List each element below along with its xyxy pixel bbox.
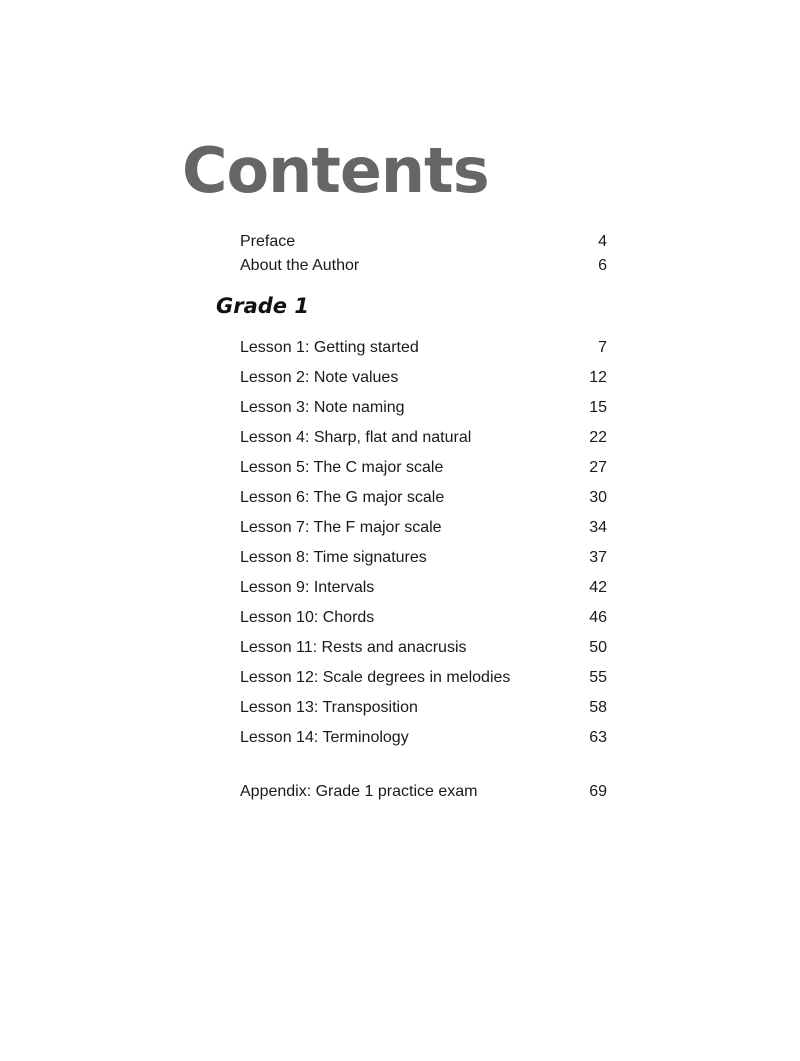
toc-entry-about-author — [240, 254, 607, 278]
toc-entry-label: About the Author — [240, 257, 360, 274]
toc-entry-label: Lesson 12: Scale degrees in melodies — [240, 669, 511, 686]
toc-entry-page: 55 — [589, 669, 607, 686]
toc-entry-page: 4 — [598, 233, 607, 250]
toc-entry-page: 58 — [589, 699, 607, 716]
toc-entry-label: Lesson 8: Time signatures — [240, 549, 427, 566]
toc-entry-page: 30 — [589, 489, 607, 506]
toc-entry-lesson-11 — [240, 636, 607, 660]
toc-entry-lesson-7 — [240, 516, 607, 540]
toc-entry-page: 6 — [598, 257, 607, 274]
toc-entry-label: Lesson 5: The C major scale — [240, 459, 444, 476]
toc-entry-lesson-5 — [240, 456, 607, 480]
section-heading-grade-1: Grade 1 — [216, 294, 309, 318]
toc-entry-lesson-9 — [240, 576, 607, 600]
toc-entry-label: Lesson 1: Getting started — [240, 339, 419, 356]
toc-entry-label: Lesson 10: Chords — [240, 609, 375, 626]
toc-entry-appendix — [240, 780, 607, 804]
toc-entry-page: 34 — [589, 519, 607, 536]
toc-entry-label: Appendix: Grade 1 practice exam — [240, 783, 478, 800]
toc-entry-page: 7 — [598, 339, 607, 356]
page-title: Contents — [182, 134, 489, 207]
toc-entry-lesson-3 — [240, 396, 607, 420]
toc-entry-page: 69 — [589, 783, 607, 800]
toc-entry-lesson-13 — [240, 696, 607, 720]
toc-entry-lesson-4 — [240, 426, 607, 450]
toc-entry-page: 12 — [589, 369, 607, 386]
toc-entry-label: Preface — [240, 233, 296, 250]
toc-entry-label: Lesson 14: Terminology — [240, 729, 409, 746]
toc-entry-page: 42 — [589, 579, 607, 596]
toc-entry-lesson-6 — [240, 486, 607, 510]
toc-entry-label: Lesson 7: The F major scale — [240, 519, 442, 536]
toc-entry-page: 50 — [589, 639, 607, 656]
toc-entry-page: 63 — [589, 729, 607, 746]
toc-entry-label: Lesson 6: The G major scale — [240, 489, 445, 506]
toc-entry-lesson-1 — [240, 336, 607, 360]
toc-entry-page: 46 — [589, 609, 607, 626]
toc-entry-lesson-14 — [240, 726, 607, 750]
toc-entry-label: Lesson 4: Sharp, flat and natural — [240, 429, 472, 446]
toc-entry-label: Lesson 11: Rests and anacrusis — [240, 639, 467, 656]
toc-entry-label: Lesson 13: Transposition — [240, 699, 418, 716]
toc-entry-label: Lesson 2: Note values — [240, 369, 399, 386]
toc-entry-preface — [240, 230, 607, 254]
toc-entry-label: Lesson 3: Note naming — [240, 399, 405, 416]
toc-entry-page: 22 — [589, 429, 607, 446]
toc-entry-lesson-12 — [240, 666, 607, 690]
toc-entry-lesson-10 — [240, 606, 607, 630]
toc-entry-lesson-8 — [240, 546, 607, 570]
toc-entry-lesson-2 — [240, 366, 607, 390]
toc-entry-page: 27 — [589, 459, 607, 476]
toc-entry-page: 15 — [589, 399, 607, 416]
toc-entry-page: 37 — [589, 549, 607, 566]
toc-entry-label: Lesson 9: Intervals — [240, 579, 375, 596]
